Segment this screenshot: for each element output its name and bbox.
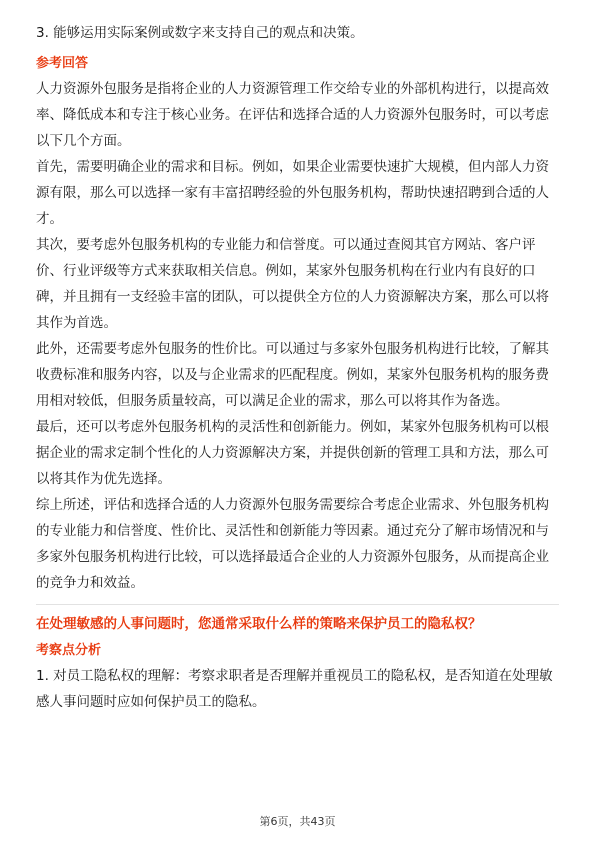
document-body xyxy=(36,20,559,715)
analysis-point: 1. 对员工隐私权的理解：考察求职者是否理解并重视员工的隐私权，是否知道在处理敏感人事问题时应如何保护员工的隐私。 xyxy=(36,668,553,710)
analysis-heading: 考察点分析 xyxy=(36,643,102,658)
answer-paragraph: 综上所述，评估和选择合适的人力资源外包服务需要综合考虑企业需求、外包服务机构的专业能力和信誉度、性价比、灵活性和创新能力等因素。通过充分了解市场情况和与多家外包服务机构进行比较，可以选择最适合企业的人力资源外包服务，从而提高企业的竞争力和效益。 xyxy=(36,497,549,591)
intro-point: 3. 能够运用实际案例或数字来支持自己的观点和决策。 xyxy=(36,25,364,41)
answer-paragraph: 最后，还可以考虑外包服务机构的灵活性和创新能力。例如，某家外包服务机构可以根据企业的需求定制个性化的人力资源解决方案，并提供创新的管理工具和方法，那么可以将其作为优先选择。 xyxy=(36,419,549,487)
answer-paragraph: 此外，还需要考虑外包服务的性价比。可以通过与多家外包服务机构进行比较，了解其收费标准和服务内容，以及与企业需求的匹配程度。例如，某家外包服务机构的服务费用相对较低，但服务质量较高，可以满足企业的需求，那么可以将其作为备选。 xyxy=(36,341,549,409)
next-question: 在处理敏感的人事问题时，您通常采取什么样的策略来保护员工的隐私权？ xyxy=(36,616,482,632)
answer-heading: 参考回答 xyxy=(36,56,89,71)
answer-paragraph: 其次，要考虑外包服务机构的专业能力和信誉度。可以通过查阅其官方网站、客户评价、行业评级等方式来获取相关信息。例如，某家外包服务机构在行业内有良好的口碑，并且拥有一支经验丰富的团队，可以提供全方位的人力资源解决方案，那么可以将其作为首选。 xyxy=(36,237,549,331)
page-footer: 第6页，共43页 xyxy=(259,815,336,828)
section-divider xyxy=(36,604,559,605)
answer-paragraph: 人力资源外包服务是指将企业的人力资源管理工作交给专业的外部机构进行，以提高效率、降低成本和专注于核心业务。在评估和选择合适的人力资源外包服务时，可以考虑以下几个方面。 xyxy=(36,81,549,149)
answer-paragraph: 首先，需要明确企业的需求和目标。例如，如果企业需要快速扩大规模，但内部人力资源有限，那么可以选择一家有丰富招聘经验的外包服务机构，帮助快速招聘到合适的人才。 xyxy=(36,159,549,227)
